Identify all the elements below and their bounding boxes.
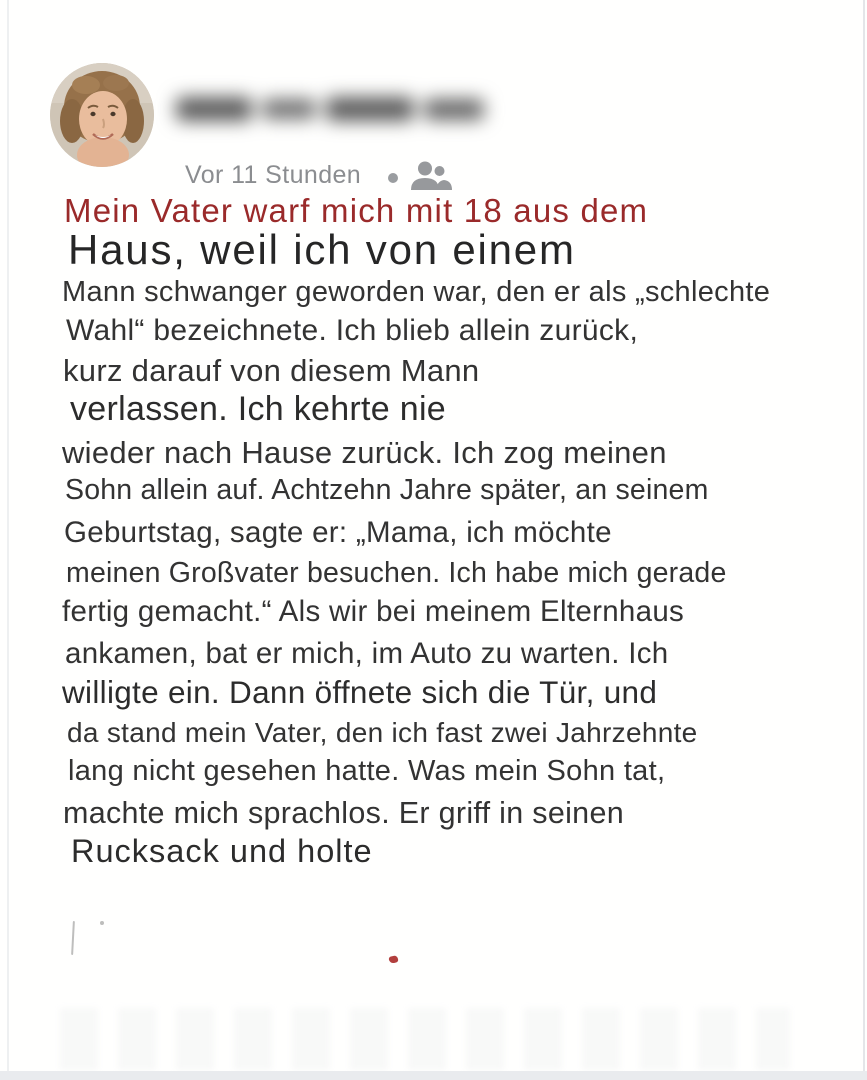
post-text-line: ankamen, bat er mich, im Auto zu warten. Ich [65, 637, 669, 670]
left-edge-line [7, 0, 9, 1080]
post-text-line: da stand mein Vater, den ich fast zwei Jahrzehnte [67, 717, 698, 748]
post-text-line: meinen Großvater besuchen. Ich habe mich gerade [66, 557, 727, 589]
timestamp[interactable]: Vor 11 Stunden [185, 161, 362, 189]
post-text-line: willigte ein. Dann öffnete sich die Tür, und [62, 674, 658, 710]
post-text-line: Rucksack und holte [71, 833, 373, 869]
post-text-line: Wahl“ bezeichnete. Ich blieb allein zurück, [66, 314, 639, 347]
post-text-line: wieder nach Hause zurück. Ich zog meinen [62, 435, 667, 470]
post-text-line: Mein Vater warf mich mit 18 aus dem [64, 192, 649, 229]
right-edge-line [863, 0, 865, 1080]
post-text-line: Geburtstag, sagte er: „Mama, ich möchte [64, 516, 612, 549]
bottom-edge-strip [0, 1071, 867, 1080]
post-text-line: fertig gemacht.“ Als wir bei meinem Elternhaus [62, 595, 685, 628]
post-text-line: machte mich sprachlos. Er griff in seinen [63, 796, 624, 830]
post-text-line: Haus, weil ich von einem [68, 226, 576, 273]
paper-smudge [60, 1008, 790, 1070]
scan-artifact-speck [100, 921, 104, 925]
post-text-line: verlassen. Ich kehrte nie [70, 390, 447, 428]
post-text-line: kurz darauf von diesem Mann [63, 353, 480, 388]
post-text-line: lang nicht gesehen hatte. Was mein Sohn tat, [68, 755, 666, 787]
post-text-line: Sohn allein auf. Achtzehn Jahre später, an seinem [65, 474, 709, 506]
post-text-line: Mann schwanger geworden war, den er als „schlechte [62, 276, 771, 308]
